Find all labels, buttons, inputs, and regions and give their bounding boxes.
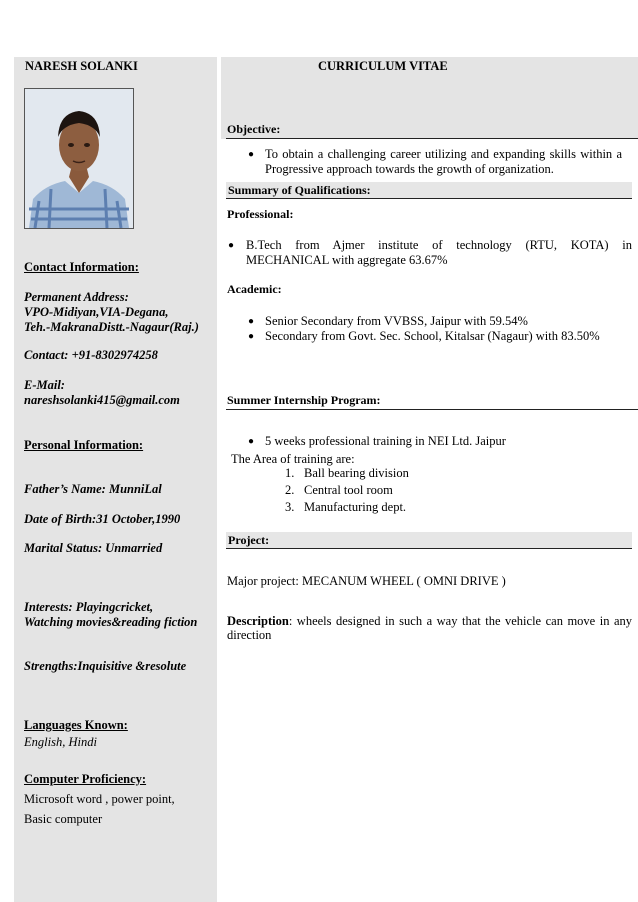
computer-line-2: Basic computer (24, 812, 103, 826)
internship-item: 5 weeks professional training in NEI Ltd. Jaipur (265, 434, 506, 448)
objective-heading: Objective: (227, 122, 281, 136)
qualifications-heading: Summary of Qualifications: (228, 183, 371, 197)
objective-rule (226, 138, 638, 139)
father-name: Father’s Name: MunniLal (24, 482, 162, 496)
area-number-1: 1. (285, 466, 295, 480)
area-number-3: 3. (285, 500, 295, 514)
marital-status: Marital Status: Unmarried (24, 541, 163, 555)
profile-photo (24, 88, 134, 229)
strengths: Strengths:Inquisitive &resolute (24, 659, 187, 673)
training-area-2: Central tool room (304, 483, 393, 497)
bullet-icon: ● (228, 240, 235, 251)
objective-line-1: To obtain a challenging career utilizing and expanding skills within a (265, 147, 622, 161)
personal-heading: Personal Information: (24, 438, 144, 452)
area-number-2: 2. (285, 483, 295, 497)
bullet-icon: ● (248, 331, 255, 342)
address-line-1: VPO-Midiyan,VIA-Degana, (24, 305, 169, 319)
project-description-line-1 (227, 614, 632, 629)
bullet-icon: ● (248, 149, 255, 160)
description-text: : wheels designed in such a way that the vehicle can move in any (288, 614, 632, 628)
interests-line-1: Interests: Playingcricket, (24, 600, 154, 614)
project-description-line-2: direction (227, 628, 272, 642)
academic-label: Academic: (227, 282, 282, 296)
academic-item-1: Senior Secondary from VVBSS, Jaipur with 59.54% (265, 314, 528, 328)
professional-label: Professional: (227, 207, 294, 221)
training-area-3: Manufacturing dept. (304, 500, 407, 514)
qualifications-bar (226, 182, 632, 199)
professional-line-2: MECHANICAL with aggregate 63.67% (246, 253, 448, 267)
permanent-address-label: Permanent Address: (24, 290, 129, 304)
academic-item-2: Secondary from Govt. Sec. School, Kitalsar (Nagaur) with 83.50% (265, 329, 600, 343)
date-of-birth: Date of Birth:31 October,1990 (24, 512, 181, 526)
address-line-2: Teh.-MakranaDistt.-Nagaur(Raj.) (24, 320, 199, 334)
computer-heading: Computer Proficiency: (24, 772, 147, 786)
project-heading: Project: (228, 533, 270, 547)
internship-rule (226, 409, 638, 410)
training-area-label: The Area of training are: (231, 452, 355, 466)
internship-heading: Summer Internship Program: (227, 393, 381, 407)
document-title: CURRICULUM VITAE (318, 59, 448, 73)
contact-heading: Contact Information: (24, 260, 139, 274)
bullet-icon: ● (248, 436, 255, 447)
major-project: Major project: MECANUM WHEEL ( OMNI DRIVE ) (227, 574, 506, 588)
project-bar (226, 532, 632, 549)
bullet-icon: ● (248, 316, 255, 327)
professional-line-1: B.Tech from Ajmer institute of technology (RTU, KOTA) in (246, 238, 632, 252)
computer-line-1: Microsoft word , power point, (24, 792, 175, 806)
interests-line-2: Watching movies&reading fiction (24, 615, 198, 629)
training-area-1: Ball bearing division (304, 466, 409, 480)
email-label: E-Mail: (24, 378, 65, 392)
email-address: nareshsolanki415@gmail.com (24, 393, 180, 407)
languages-heading: Languages Known: (24, 718, 128, 732)
person-name: NARESH SOLANKI (25, 59, 138, 73)
languages-value: English, Hindi (24, 735, 97, 749)
objective-line-2: Progressive approach towards the growth of organization. (265, 162, 554, 176)
description-label: Description (227, 614, 289, 628)
contact-phone: Contact: +91-8302974258 (24, 348, 158, 362)
